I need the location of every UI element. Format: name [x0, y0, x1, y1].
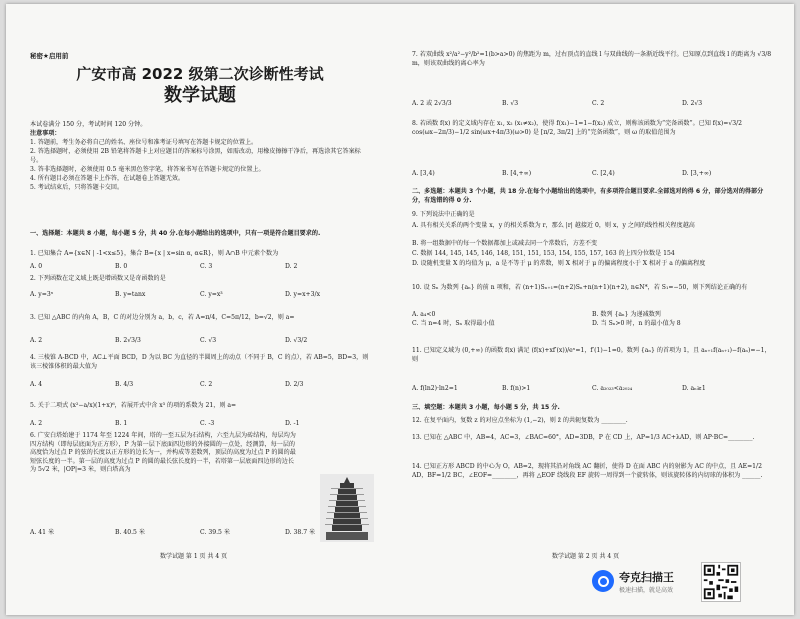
q2-option-b: B. y=tanx [115, 291, 146, 298]
q11-option-b: B. f(n)>1 [502, 385, 531, 392]
q4-option-b: B. 4/3 [115, 381, 134, 388]
q5-option-b: B. 1 [115, 420, 128, 427]
exam-sheet [6, 4, 794, 615]
question-9: 9. 下列说法中正确的是 [412, 211, 475, 218]
q5-option-c: C. -3 [200, 420, 215, 427]
question-8: 8. 若函数 f(x) 的定义域内存在 x₁, x₂ (x₁≠x₂)，使得 f(x₁)−1=1−f(x₂) 成立，则称该函数为“完备函数”。已知 f(x)=√3/2 cos(ωx−2π/3)−1/2 sin(ωx+4π/3)(ω>0) 是 [π/2, 3π/2] 上的“完备函数”，则 ω 的取值范围为 [412, 120, 743, 136]
exam-title: 广安市高 2022 级第二次诊断性考试 [76, 65, 324, 83]
question-14: 14. 已知正方形 ABCD 的中心为 O，AB=2，现将其沿对角线 AC 翻折，使得 D 在面 ABC 内的射影为 AC 的中点，且 AE=1/2 AD，BF=1/2 BC，∠EOF=________，再将 △EOF 绕线段 EF 旋转一周得到一个旋转体，则该旋转体的内切球的体积为 ______. [412, 463, 763, 479]
q11-options [412, 385, 772, 394]
question-4: 4. 三棱锥 A-BCD 中，AC⊥平面 BCD，D 为以 BC 为直径的半圆周上的动点（不同于 B，C 的点），若 AB=5，BD=3，则该三棱锥体积的最大值为 [30, 354, 369, 370]
q11-option-a: A. f(ln2)·ln2=1 [412, 385, 458, 392]
q4-option-a: A. 4 [30, 381, 43, 388]
q9-option-d: D. 设随机变量 X 的均值为 μ，a 是不等于 μ 的常数，则 X 相对于 μ 的偏离程度小于 X 相对于 a 的偏离程度 [412, 260, 706, 267]
q7-option-a: A. 2 或 2√3/3 [412, 100, 452, 107]
q3-options [30, 337, 370, 346]
q4-options [30, 381, 370, 390]
scanner-app-name: 夸克扫描王 [619, 570, 674, 584]
q6-option-a: A. 41 米 [30, 529, 55, 536]
q3-option-c: C. √3 [200, 337, 217, 344]
note-1: 1. 答题前，考生务必将自己的姓名、座位号和准考证号填写在答题卡规定的位置上。 [30, 139, 258, 146]
q8-options [412, 170, 772, 179]
scanner-logo-icon [592, 570, 614, 592]
section-2-heading: 二、多选题：本题共 3 个小题，共 18 分.在每个小题给出的选项中，有多项符合题目要求.全部选对的得 6 分，部分选对的得部分分，有选错的得 0 分. [412, 188, 764, 204]
q7-option-d: D. 2√3 [682, 100, 703, 107]
q11-option-d: D. aₙ≥1 [682, 385, 706, 392]
q8-option-a: A. [3,4) [412, 170, 435, 177]
q10-option-d: D. 当 Sₙ>0 时，n 的最小值为 8 [592, 319, 681, 327]
q9-option-b: B. 将一组数据中的每一个数据都加上或减去同一个常数后，方差不变 [412, 240, 598, 247]
question-2: 2. 下列函数在定义域上既是增函数又是奇函数的是 [30, 275, 166, 282]
q10-options [412, 311, 772, 328]
scanner-watermark [592, 568, 700, 594]
question-10: 10. 设 Sₙ 为数列 {aₙ} 的前 n 项和，若 (n+1)Sₙ₊₁=(n+2)Sₙ+n(n+1)(n+2), n∈N*，若 S₁=−50，则下列结论正确的有 [412, 284, 748, 291]
q8-option-d: D. [3,+∞) [682, 170, 712, 177]
q9-option-a: A. 具有相关关系的两个变量 x，y 的相关系数为 r，那么 |r| 越接近 0，则 x，y 之间的线性相关程度越高 [412, 222, 695, 229]
q10-option-c: C. 当 n=4 时，Sₙ 取得最小值 [412, 319, 495, 327]
q7-options [412, 100, 772, 109]
question-12: 12. 在复平面内，复数 z 的对应点坐标为 (1,−2)，则 z̄ 的共轭复数为 ________. [412, 417, 628, 424]
q10-option-a: A. a₄<0 [412, 311, 436, 318]
q7-option-b: B. √3 [502, 100, 519, 107]
section-1-heading: 一、选择题：本题共 8 小题，每小题 5 分，共 40 分.在每小题给出的选项中，只有一项是符合题目要求的. [30, 230, 321, 237]
q10-option-b: B. 数列 {aₙ} 为递减数列 [592, 311, 661, 318]
q5-options [30, 420, 370, 429]
note-3: 3. 答非选择题时，必须使用 0.5 毫米黑色签字笔，将答案书写在答题卡规定的位置上。 [30, 166, 265, 173]
q6-option-b: B. 40.5 米 [115, 529, 145, 536]
page-footer-left: 数学试题 第 1 页 共 4 页 [160, 553, 228, 560]
question-11: 11. 已知定义域为 (0,+∞) 的函数 f(x) 满足 (f(x)+xf′(x))/eˣ=1，f′(1)−1=0。数列 {aₙ} 的首项为 1，且 aₙ₊₁f(aₙ₊₁)−f(aₙ)=−1，则 [412, 347, 771, 363]
notes-title: 注意事项： [30, 130, 61, 137]
q1-option-b: B. 0 [115, 263, 128, 270]
note-5: 5. 考试结束后，只将答题卡交回。 [30, 184, 124, 191]
q2-option-a: A. y=3ˣ [30, 291, 54, 298]
question-1: 1. 已知集合 A={x∈N | -1<x≤5}，集合 B={x | x=sin α, α∈R}，则 A∩B 中元素个数为 [30, 250, 279, 257]
note-4: 4. 所有题目必须在答题卡上作答，在试题卷上答题无效。 [30, 175, 185, 182]
scanner-tagline: 极速扫描，就是高效 [619, 586, 674, 594]
question-3: 3. 已知 △ABC 的内角 A，B，C 的对边分别为 a，b，c，若 A=π/4，C=5π/12，b=√2，则 a= [30, 314, 295, 321]
question-6: 6. 广安白塔始建于 1174 年至 1224 年间，塔的一至五层为石结构，六至九层为砖结构，每层均为四方结构（即每层底面为正方形），P 为第一层下底面四边形的外接圆的一点处，经测算，每一层的高度恰为过点 P 的弦的长度以正方形的边长为一，并构成等差数列，顶层的高度为过点 P 的圆的最短弦长度的一半。第一层的高度为过点 P 的圆的最长弦长度的一半，若塔第一层底面四边形的边长为 5√2 米，|OP|=3 米，则白塔高为 [30, 432, 296, 474]
qr-code-icon [701, 562, 741, 602]
q8-option-b: B. [4,+∞) [502, 170, 532, 177]
q3-option-a: A. 2 [30, 337, 43, 344]
question-7: 7. 若双曲线 x²/a²−y²/b²=1(b>a>0) 的焦距为 m，过右顶点的直线 l 与双曲线的一条渐近线平行。已知原点到直线 l 的距离为 √3/8 m，则该双曲线的离心率为 [412, 51, 772, 67]
q1-option-c: C. 3 [200, 263, 213, 270]
subject-title: 数学试题 [164, 85, 236, 106]
q5-option-d: D. -1 [285, 420, 300, 427]
q2-options [30, 291, 370, 300]
page-footer-right: 数学试题 第 2 页 共 4 页 [552, 553, 620, 560]
q8-option-c: C. [2,4) [592, 170, 615, 177]
q1-option-a: A. 0 [30, 263, 43, 270]
q6-options [30, 529, 370, 538]
q4-option-c: C. 2 [200, 381, 213, 388]
q7-option-c: C. 2 [592, 100, 605, 107]
intro-line: 本试卷满分 150 分，考试时间 120 分钟。 [30, 121, 147, 128]
q1-option-d: D. 2 [285, 263, 298, 270]
q5-option-a: A. 2 [30, 420, 43, 427]
q4-option-d: D. 2/3 [285, 381, 304, 388]
question-13: 13. 已知在 △ABC 中，AB=4，AC=3，∠BAC=60°，AD=3DB，P 在 CD 上，AP=1/3 AC+λAD，则 AP·BC=________. [412, 434, 755, 441]
q1-options [30, 263, 370, 272]
q3-option-b: B. 2√3/3 [115, 337, 141, 344]
q11-option-c: C. a₂₀₂₃<a₂₀₂₄ [592, 385, 633, 392]
q3-option-d: D. √3/2 [285, 337, 308, 344]
q2-option-c: C. y=x³ [200, 291, 223, 298]
note-2: 2. 答选择题时，必须使用 2B 铅笔将答题卡上对应题目的答案标号涂黑，如需改动，用橡皮擦擦干净后，再选涂其它答案标号。 [30, 148, 361, 164]
pagoda-photo [320, 474, 374, 542]
secret-label: 秘密★启用前 [30, 52, 69, 60]
section-3-heading: 三、填空题：本题共 3 小题，每小题 5 分，共 15 分. [412, 404, 560, 411]
q6-option-d: D. 38.7 米 [285, 529, 316, 536]
question-5: 5. 关于二项式 (x²−a/x)(1+x)⁶，若展开式中含 x³ 的项的系数为 21，则 a= [30, 402, 237, 409]
q2-option-d: D. y=x+3/x [285, 291, 321, 298]
q9-option-c: C. 数据 144, 145, 145, 146, 148, 151, 151, 153, 154, 155, 157, 163 的上四分位数是 154 [412, 250, 675, 257]
q6-option-c: C. 39.5 米 [200, 529, 230, 536]
